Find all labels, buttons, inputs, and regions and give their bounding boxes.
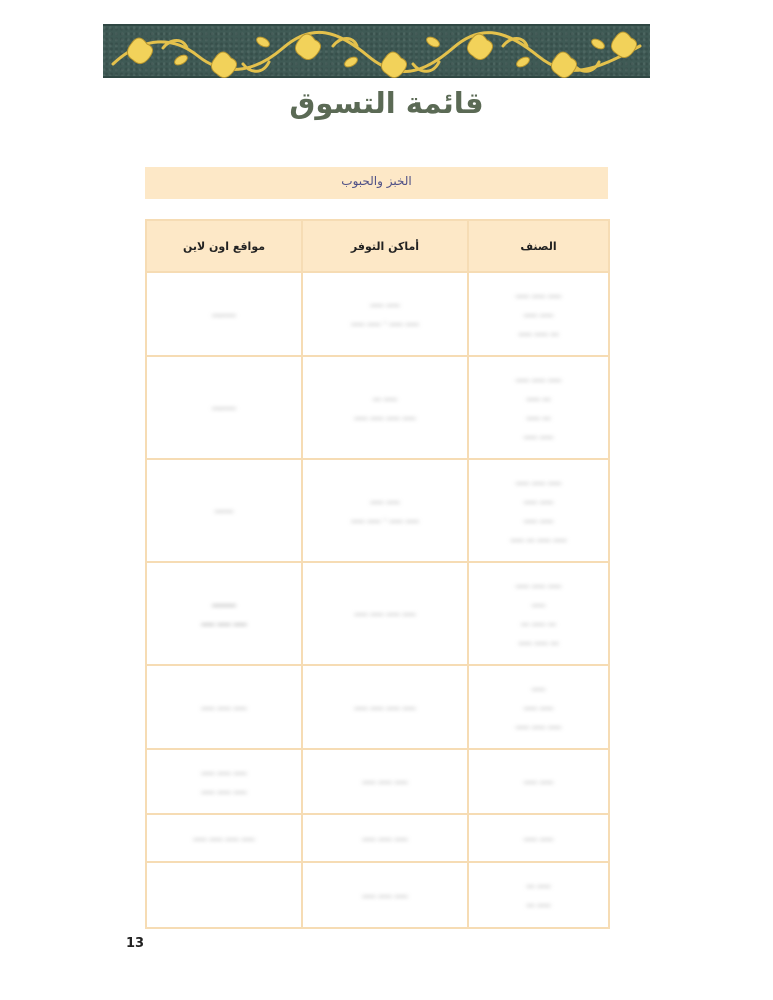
blurred-text [473, 679, 604, 736]
cell-line: ـــــ ـــــ ـــــ [515, 289, 562, 300]
floral-vine-icon [103, 26, 650, 80]
cell-line: ـــــ ـــــ [523, 776, 554, 786]
blurred-text [307, 698, 463, 717]
blurred-text [151, 698, 297, 717]
blurred-text [151, 501, 297, 520]
cell-line: ـــــ ـــــ ـــــ [201, 766, 247, 777]
cell-online [146, 272, 302, 356]
cell-places [302, 814, 468, 862]
cell-line: ـــــ ـــــ [523, 308, 554, 319]
cell-item [468, 356, 609, 459]
cell-line: ـــ ـــــ ـــــ [518, 327, 559, 338]
cell-places [302, 862, 468, 928]
cell-line: ـــــ ـــــ - ـــــ ـــــ [351, 318, 419, 328]
cell-line: ـــــ ـــــ [523, 495, 554, 506]
cell-line: ـــــ ـــــ [523, 832, 554, 843]
blurred-text [307, 295, 463, 333]
shopping-table [145, 219, 610, 929]
cell-line: ـــــ ـــــ ـــــ [515, 373, 562, 384]
blurred-text [151, 763, 297, 801]
cell-line: ـــــ [531, 598, 546, 609]
cell-line: ـــــ ـــــ ـــــ [515, 476, 562, 487]
cell-online [146, 749, 302, 814]
table-header-row [146, 220, 609, 272]
cell-line: ـــــ ـــــ ـــــ ـــــ [193, 832, 255, 843]
cell-online [146, 665, 302, 749]
blurred-text [473, 772, 604, 791]
section-heading: الخبز والحبوب [145, 167, 608, 199]
cell-online [146, 459, 302, 562]
cell-item [468, 562, 609, 665]
cell-line: ـــــ ـــــ ـــــ [201, 785, 247, 796]
blurred-text [473, 876, 604, 914]
cell-places [302, 459, 468, 562]
cell-line: ـــــ ـــ [526, 880, 551, 890]
floral-vine-banner [103, 24, 650, 78]
cell-line: ـــــــــ [212, 308, 236, 319]
cell-line: ـــــــــ [212, 402, 236, 412]
cell-places [302, 272, 468, 356]
blurred-text [151, 398, 297, 417]
cell-online [146, 862, 302, 928]
cell-line: ـــ ـــــ [526, 411, 551, 422]
cell-line: ـــ ـــــ ـــــ [518, 636, 559, 647]
column-header-item: الصنف [468, 220, 609, 272]
blurred-text [151, 829, 297, 848]
cell-online [146, 356, 302, 459]
cell-item [468, 814, 609, 862]
blurred-text [473, 473, 604, 549]
cell-line: ـــــ ـــــ [523, 701, 554, 712]
cell-line: ـــــ ـــــ ـــــ [515, 579, 562, 590]
cell-line: ـــــ ـــــ ـــــ [201, 701, 247, 712]
cell-line: ـــــ [531, 682, 546, 693]
cell-line: ـــــ ـــــ - ـــــ ـــــ [351, 514, 419, 525]
table-row [146, 814, 609, 862]
blurred-text [473, 576, 604, 652]
blurred-text [307, 886, 463, 905]
cell-line: ـــــــــ [212, 598, 236, 609]
cell-online [146, 562, 302, 665]
blurred-text [307, 829, 463, 848]
cell-line: ـــــ ـــــ ـــــ [362, 889, 408, 900]
cell-line: ـــــ ـــــ ـــــ [515, 720, 562, 731]
table-row [146, 562, 609, 665]
cell-places [302, 749, 468, 814]
blurred-text [473, 829, 604, 848]
cell-line: ـــــ ـــــ [370, 495, 400, 506]
cell-line: ـــــ ـــــ ـــ ـــــ [510, 533, 567, 544]
table-row [146, 862, 609, 928]
cell-line: ـــــ ـــــ ـــــ [201, 617, 247, 628]
blurred-text [473, 370, 604, 446]
cell-item [468, 665, 609, 749]
cell-line: ـــــ ـــ [373, 392, 397, 403]
cell-line: ـــــ ـــــ ـــــ ـــــ [354, 608, 416, 618]
cell-online [146, 814, 302, 862]
cell-line: ـــــ ـــــ [370, 299, 400, 309]
blurred-text [473, 286, 604, 343]
blurred-text [307, 604, 463, 623]
cell-line: ـــ ـــــ ـــ [521, 617, 556, 628]
cell-line: ـــــ ـــ [526, 899, 551, 909]
column-header-places: أماكن التوفر [302, 220, 468, 272]
blurred-text [307, 492, 463, 530]
cell-item [468, 749, 609, 814]
blurred-text [307, 772, 463, 791]
cell-item [468, 862, 609, 928]
cell-item [468, 272, 609, 356]
table-row [146, 665, 609, 749]
cell-line: ـــــ ـــــ [523, 430, 554, 441]
blurred-text [151, 595, 297, 633]
cell-item [468, 459, 609, 562]
blurred-text [307, 389, 463, 427]
table-row [146, 459, 609, 562]
cell-line: ـــــ ـــــ ـــــ [362, 832, 408, 843]
cell-line: ـــــ ـــــ [523, 514, 554, 525]
page-number: 13 [126, 936, 145, 951]
cell-line: ـــــ ـــــ ـــــ ـــــ [354, 701, 416, 712]
table-row [146, 749, 609, 814]
blurred-text [151, 305, 297, 324]
cell-places [302, 665, 468, 749]
table-row [146, 356, 609, 459]
cell-line: ـــــ ـــــ ـــــ [362, 776, 408, 786]
cell-line: ـــــــ [214, 505, 234, 515]
cell-places [302, 356, 468, 459]
cell-places [302, 562, 468, 665]
page-title: قائمة التسوق [289, 86, 484, 120]
cell-line: ـــ ـــــ [526, 392, 551, 403]
column-header-online: مواقع اون لاين [146, 220, 302, 272]
cell-line: ـــــ ـــــ ـــــ ـــــ [354, 411, 416, 422]
table-row [146, 272, 609, 356]
